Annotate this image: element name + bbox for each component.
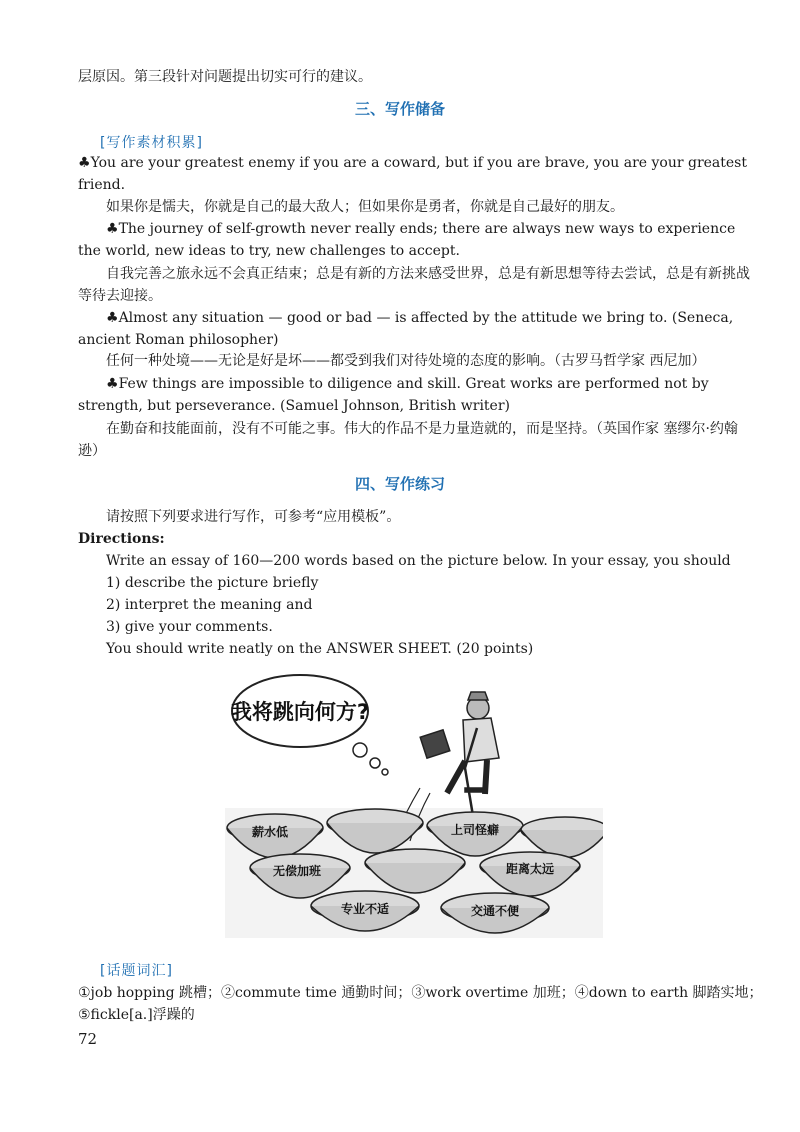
thought-dot (353, 743, 367, 757)
bowl-label: 交通不便 (470, 904, 520, 918)
quote-4-zh: 在勤奋和技能面前，没有不可能之事。伟大的作品不是力量造就的，而是坚持。（英国作家 塞缪尔·约翰逊） (78, 421, 738, 459)
quote-2-zh: 自我完善之旅永远不会真正结束；总是有新的方法来感受世界，总是有新思想等待去尝试，总是有新挑战等待去迎接。 (78, 266, 750, 304)
club-icon: ♣ (78, 155, 91, 171)
quote-3-en: ♣Almost any situation — good or bad — is affected by the attitude we bring to. (Seneca, ancient Roman philosopher) (78, 310, 734, 348)
direction-line: 3) give your comments. (106, 619, 273, 635)
direction-line: 2) interpret the meaning and (106, 597, 313, 613)
thought-text: 我将跳向何方? (230, 700, 370, 724)
club-icon: ♣ (106, 376, 119, 392)
intro-line: 层原因。第三段针对问题提出切实可行的建议。 (78, 69, 372, 85)
bowl-label: 薪水低 (251, 825, 289, 839)
quote-1-zh: 如果你是懦夫，你就是自己的最大敌人；但如果你是勇者，你就是自己最好的朋友。 (106, 199, 624, 215)
quote-1-en: ♣You are your greatest enemy if you are a coward, but if you are brave, you are your greatest friend. (78, 155, 747, 193)
cartoon-illustration (225, 668, 603, 938)
direction-line: You should write neatly on the ANSWER SHEET. (20 points) (106, 641, 534, 657)
direction-line: 1) describe the picture briefly (106, 575, 319, 591)
material-tag: [写作素材积累] (100, 135, 203, 151)
bowl-label: 专业不适 (340, 902, 390, 916)
vocab-line-2: ⑤fickle[a.]浮躁的 (78, 1007, 195, 1023)
quote-4-en: ♣Few things are impossible to diligence and skill. Great works are performed not by strength, but perseverance. (Samuel Johnson, British writer) (78, 376, 709, 414)
bowl-label: 无偿加班 (272, 864, 322, 878)
thought-dot (370, 758, 380, 768)
club-icon: ♣ (106, 310, 119, 326)
bowl-label: 上司怪癖 (450, 823, 500, 837)
vocab-tag: [话题词汇] (100, 963, 173, 979)
direction-line: Write an essay of 160—200 words based on the picture below. In your essay, you should (106, 553, 731, 569)
club-icon: ♣ (106, 221, 119, 237)
vocab-line-1: ①job hopping 跳槽；②commute time 通勤时间；③work overtime 加班；④down to earth 脚踏实地； (78, 985, 763, 1001)
instruction: 请按照下列要求进行写作，可参考“应用模板”。 (106, 509, 401, 525)
directions-label: Directions: (78, 531, 165, 547)
section-3-title: 三、写作储备 (354, 100, 445, 118)
thought-dot (382, 769, 388, 775)
quote-2-en: ♣The journey of self-growth never really ends; there are always new ways to experience the world, new ideas to try, new challenges to accept. (78, 221, 736, 259)
page-number: 72 (78, 1030, 98, 1048)
section-4-title: 四、写作练习 (354, 475, 445, 493)
quote-3-zh: 任何一种处境——无论是好是坏——都受到我们对待处境的态度的影响。（古罗马哲学家 西尼加） (106, 353, 706, 369)
bowl-label: 距离太远 (505, 862, 555, 876)
